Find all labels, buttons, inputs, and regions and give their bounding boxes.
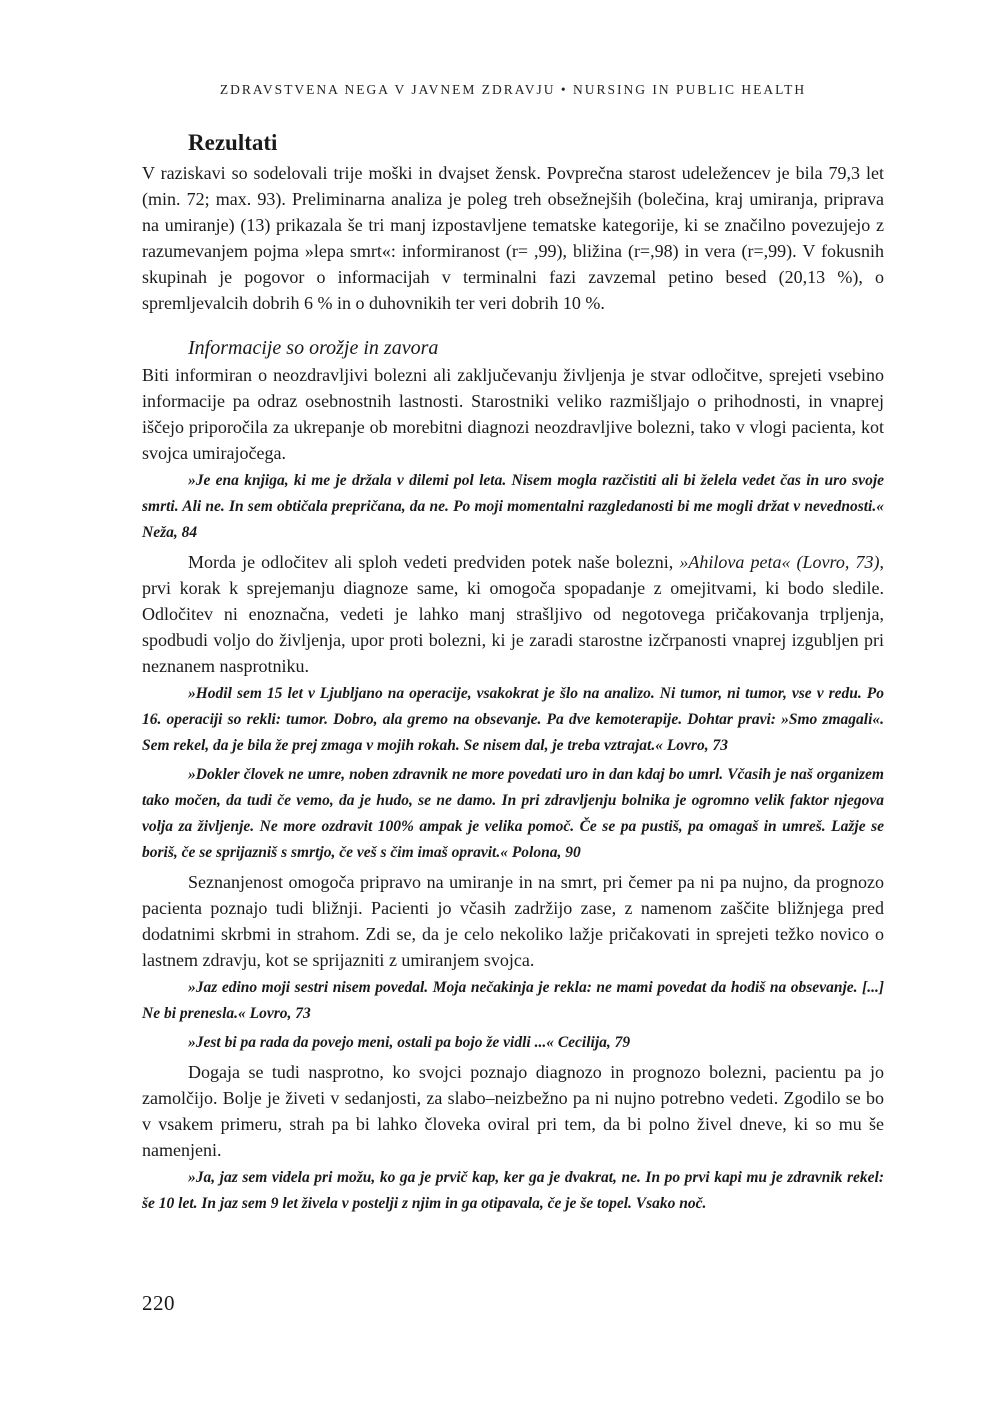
paragraph-results: V raziskavi so sodelovali trije moški in dvajset žensk. Povprečna starost udeležencev je bila 79,3 let (min. 72; max. 93). Preliminarna analiza je poleg treh obsežnejših (bolečina, kraj umiranja, priprava na umiranje) (13) prikazala še tri manj izpostavljene tematske kategorije, ki se značilno povezujejo z razumevanjem pojma »lepa smrt«: informiranost (r= ,99), bližina (r=,98) in vera (r=,99). V fokusnih skupinah je pogovor o informacijah v terminalni fazi zavzemal petino besed (20,13 %), o spremljevalcih dobrih 6 % in o duhovnikih ter veri dobrih 10 %. [142,163,884,313]
paragraph-decision-rest: , prvi korak k sprejemanju diagnoze same, ki omogoča spopadanje z omejitvami, ki bodo sledile. Odločitev ni enoznačna, vedeti je lahko manj strašljivo od negotovega pričakovanja trpljenja, spodbudi voljo do življenja, upor proti bolezni, ki je zaradi starostne izčrpanosti vnaprej izgubljen pri neznanem nasprotniku. [142,552,884,676]
paragraph-decision [142,549,884,679]
quote-lovro-operations: »Hodil sem 15 let v Ljubljano na operacije, vsakokrat je šlo na analizo. Ni tumor, ni tumor, vse v redu. Po 16. operaciji so rekli: tumor. Dobro, ala gremo na obsevanje. Pa dve kemoterapije. Dohtar pravi: »Smo zmagali«. Sem rekel, da je bila že prej zmaga v mojih rokah. Se nisem dal, je treba vztrajat.« Lovro, 73 [142,685,884,754]
quote-cecilija: »Jest bi pa rada da povejo meni, ostali pa bojo že vidli ...« Cecilija, 79 [188,1034,631,1051]
paragraph-opposite: Dogaja se tudi nasprotno, ko svojci poznajo diagnozo in prognozo bolezni, pacientu pa jo zamolčijo. Bolje je živeti v sedanjosti, za slabo–neizbežno pa ni nujno potrebno vedeti. Zgodilo se bo v vsakem primeru, strah pa bi lahko človeka oviral pri tem, da bi polno živel dneve, ki so mu še namenjeni. [142,1062,884,1160]
quote-husband-stroke: »Ja, jaz sem videla pri možu, ko ga je prvič kap, ker ga je dvakrat, ne. In po prvi kapi mu je zdravnik rekel: še 10 let. In jaz sem 9 let živela v postelji z njim in ga otipavala, če je še topel. Vsako noč. [142,1169,884,1212]
page-number: 220 [142,1291,175,1315]
quote-lovro-sister: »Jaz edino moji sestri nisem povedal. Moja nečakinja je rekla: ne mami povedat da hodiš na obsevanje. [...] Ne bi prenesla.« Lovro, 73 [142,979,884,1022]
paragraph-acquaintance: Seznanjenost omogoča pripravo na umiranje in na smrt, pri čemer pa ni pa nujno, da prognozo pacienta poznajo tudi bližnji. Pacienti jo včasih zadržijo zase, z namenom zaščite bližnjega pred dodatnimi skrbmi in strahom. Zdi se, da je celo nekoliko lažje pričakovati in sprejeti težko novico o lastnem zdravju, kot se sprijazniti z umiranjem svojca. [142,872,884,970]
running-header: ZDRAVSTVENA NEGA V JAVNEM ZDRAVJU • NURSING IN PUBLIC HEALTH [219,82,807,97]
inline-quote-ahilova-peta: »Ahilova peta« (Lovro, 73) [679,552,880,572]
paragraph-decision-start: Morda je odločitev ali sploh vedeti predviden potek naše bolezni, [188,552,680,572]
main-text [142,128,884,1220]
section-heading: Rezultati [188,130,278,155]
paragraph-information: Biti informiran o neozdravljivi bolezni ali zaključevanju življenja je stvar odločitve, sprejeti vsebino informacije pa odraz osebnostnih lastnosti. Starostniki veliko razmišljajo o prihodnosti, in vnaprej iščejo priporočila za ukrepanje ob morebitni diagnozi neozdravljive bolezni, tako v vlogi pacienta, kot svojca umirajočega. [142,365,884,463]
quote-neza: »Je ena knjiga, ki me je držala v dilemi pol leta. Nisem mogla razčistiti ali bi želela vedet čas in uro svoje smrti. Ali ne. In sem obtičala prepričana, da ne. Po moji momentalni razgledanosti bi me mogli držat v nevednosti.« Neža, 84 [142,472,884,541]
subsection-heading: Informacije so orožje in zavora [188,337,439,359]
quote-polona: »Dokler človek ne umre, noben zdravnik ne more povedati uro in dan kdaj bo umrl. Včasih je naš organizem tako močen, da tudi če vemo, da je hudo, se ne damo. In pri zdravljenju bolnika je ogromno velik faktor njegova volja za življenje. Ne more ozdravit 100% ampak je velika pomoč. Če se pa pustiš, pa omagaš in umreš. Lažje se boriš, če se sprijazniš s smrtjo, če veš s čim imaš opravit.« Polona, 90 [142,766,884,861]
